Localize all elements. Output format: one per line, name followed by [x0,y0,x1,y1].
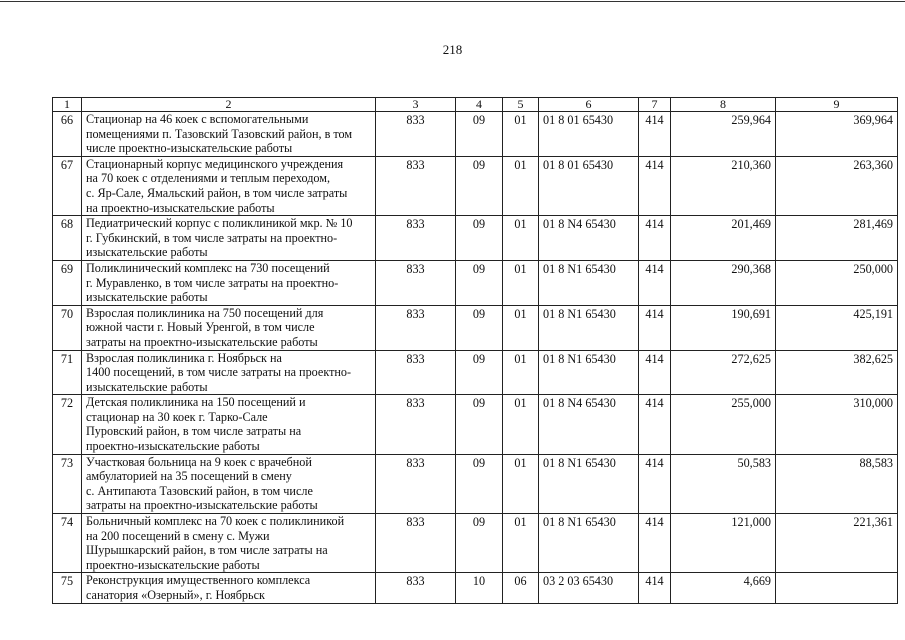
table-row [53,216,898,261]
amount-col8-value: 210,360 [731,157,771,172]
section-code-value: 10 [472,574,486,589]
target-article-code-value: 01 8 01 65430 [543,113,614,127]
section-code-value: 09 [472,157,486,172]
section-code [456,305,503,350]
expense-type-code-value: 414 [645,455,664,470]
table-row [53,112,898,157]
subsection-code [503,514,539,573]
target-article-code [539,260,639,305]
expense-type-code-value: 414 [645,157,664,172]
ministry-code-value: 833 [406,455,425,470]
expense-type-code [639,260,671,305]
object-description [82,305,376,350]
amount-col9-value: 221,361 [853,515,893,530]
description-line: стационар на 30 коек г. Тарко-Сале [86,409,268,424]
description-line: Стационарный корпус медицинского учреждения [86,156,344,171]
target-article-code-value: 01 8 N1 65430 [543,351,616,366]
row-number-value: 74 [60,515,74,530]
target-article-code-value: 01 8 01 65430 [543,157,614,172]
col-header: 8 [671,98,776,112]
expense-type-code-value: 414 [645,306,664,321]
row-number-value: 66 [60,113,74,127]
ministry-code [376,260,456,305]
section-code-value: 09 [472,515,486,530]
subsection-code [503,573,539,603]
budget-table [52,97,898,604]
page-number: 218 [442,42,463,57]
subsection-code [503,112,539,157]
subsection-code-value: 01 [514,306,527,321]
description-line: изыскательские работы [86,245,208,260]
expense-type-code [639,305,671,350]
description-line: проектно-изыскательские работы [86,557,260,572]
description-line: 1400 посещений, в том числе затраты на проектно- [86,365,352,380]
section-code [456,350,503,395]
target-article-code-value: 01 8 N1 65430 [543,455,616,470]
section-code-value: 09 [472,113,486,127]
description-line: амбулаторией на 35 посещений в смену [86,469,292,484]
section-code-value: 09 [472,306,486,321]
object-description [82,454,376,513]
description-line: на 200 посещений в смену с. Мужи [86,528,270,543]
object-description [82,573,376,603]
amount-col8 [671,514,776,573]
target-article-code-value: 01 8 N4 65430 [543,396,616,411]
col-header: 1 [53,98,82,112]
target-article-code [539,514,639,573]
row-number-value: 75 [60,574,74,589]
ministry-code-value: 833 [406,515,425,530]
top-rule [0,1,905,2]
subsection-code-value: 01 [514,261,527,276]
ministry-code [376,112,456,157]
amount-col9 [776,260,898,305]
description-line: Стационар на 46 коек с вспомогательными [86,112,309,126]
row-number [53,454,82,513]
expense-type-code [639,514,671,573]
description-line: затраты на проектно-изыскательские работы [86,498,318,513]
expense-type-code-value: 414 [645,261,664,276]
section-code [456,514,503,573]
description-line: затраты на проектно-изыскательские работы [86,334,318,349]
target-article-code-value: 01 8 N1 65430 [543,261,616,276]
row-number-value: 68 [60,217,74,232]
description-line: Педиатрический корпус с поликлиникой мкр. № 10 [86,216,353,231]
row-number-value: 73 [60,455,74,470]
amount-col9 [776,395,898,454]
ministry-code-value: 833 [406,306,425,321]
ministry-code [376,514,456,573]
amount-col9-value: 425,191 [853,306,893,321]
amount-col9-value [780,573,893,574]
row-number-value: 67 [60,157,74,172]
amount-col8 [671,454,776,513]
object-description [82,514,376,573]
row-number [53,260,82,305]
description-line: Реконструкция имущественного комплекса [86,573,311,588]
description-line: помещениями п. Тазовский Тазовский район, в том [86,126,353,141]
amount-col8 [671,573,776,603]
description-line: с. Яр-Сале, Ямальский район, в том числе затраты [86,185,348,200]
target-article-code [539,350,639,395]
row-number [53,156,82,215]
col-header: 5 [503,98,539,112]
object-description [82,112,376,157]
subsection-code [503,350,539,395]
description-line: Поликлинический комплекс на 730 посещений [86,260,330,275]
row-number-value: 70 [60,306,74,321]
expense-type-code [639,112,671,157]
target-article-code [539,112,639,157]
ministry-code [376,216,456,261]
col-header: 9 [776,98,898,112]
table-row [53,156,898,215]
table-row [53,395,898,454]
section-code-value: 09 [472,261,486,276]
amount-col8 [671,350,776,395]
amount-col8-value: 259,964 [731,113,771,127]
description-line: Больничный комплекс на 70 коек с поликлиникой [86,514,345,529]
expense-type-code-value: 414 [645,515,664,530]
subsection-code-value: 01 [514,217,527,232]
subsection-code [503,260,539,305]
ministry-code-value: 833 [406,351,425,366]
description-line: числе проектно-изыскательские работы [86,141,293,156]
section-code-value: 09 [472,396,486,411]
expense-type-code [639,350,671,395]
subsection-code [503,305,539,350]
ministry-code [376,395,456,454]
expense-type-code [639,454,671,513]
object-description [82,156,376,215]
row-number [53,350,82,395]
amount-col9-value: 310,000 [853,396,893,411]
description-line: изыскательские работы [86,290,208,305]
section-code-value: 09 [472,217,486,232]
expense-type-code-value: 414 [645,396,664,411]
ministry-code-value: 833 [406,157,425,172]
section-code-value: 09 [472,455,486,470]
row-number [53,305,82,350]
object-description [82,395,376,454]
subsection-code [503,395,539,454]
subsection-code [503,216,539,261]
target-article-code-value: 01 8 N4 65430 [543,217,616,232]
subsection-code-value: 01 [514,157,527,172]
description-line: Шурышкарский район, в том числе затраты на [86,543,328,558]
table-row [53,305,898,350]
amount-col8 [671,395,776,454]
ministry-code-value: 833 [406,113,425,127]
description-line: г. Губкинский, в том числе затраты на проектно- [86,230,338,245]
amount-col9 [776,454,898,513]
expense-type-code-value: 414 [645,574,664,589]
target-article-code-value: 03 2 03 65430 [543,574,614,589]
amount-col9-value: 281,469 [853,217,893,232]
amount-col8-value: 272,625 [731,351,771,366]
col-header: 3 [376,98,456,112]
description-line: на 70 коек с отделениями и теплым переходом, [86,171,331,186]
description-line: на проектно-изыскательские работы [86,200,275,215]
section-code [456,395,503,454]
amount-col8 [671,305,776,350]
amount-col9-value: 263,360 [853,157,893,172]
amount-col8 [671,156,776,215]
object-description [82,260,376,305]
col-header: 7 [639,98,671,112]
ministry-code [376,350,456,395]
expense-type-code-value: 414 [645,217,664,232]
amount-col9 [776,156,898,215]
ministry-code-value: 833 [406,574,425,589]
row-number-value: 71 [60,351,74,366]
section-code [456,112,503,157]
expense-type-code [639,395,671,454]
section-code [456,156,503,215]
ministry-code [376,573,456,603]
ministry-code-value: 833 [406,261,425,276]
row-number [53,112,82,157]
target-article-code-value: 01 8 N1 65430 [543,515,616,530]
expense-type-code [639,156,671,215]
target-article-code [539,573,639,603]
target-article-code [539,454,639,513]
description-line: Участковая больница на 9 коек с врачебной [86,454,312,469]
subsection-code-value: 01 [514,113,527,127]
subsection-code-value: 06 [514,574,527,589]
ministry-code [376,305,456,350]
amount-col8 [671,112,776,157]
table-row [53,514,898,573]
description-line: Пуровский район, в том числе затраты на [86,424,302,439]
amount-col9 [776,216,898,261]
header-row [53,98,898,112]
section-code [456,573,503,603]
expense-type-code-value: 414 [645,113,664,127]
description-line: с. Антипаюта Тазовский район, в том числе [86,483,313,498]
amount-col8-value: 290,368 [731,261,771,276]
description-line: Взрослая поликлиника на 750 посещений для [86,305,324,320]
amount-col9 [776,112,898,157]
amount-col9-value: 88,583 [859,455,893,470]
expense-type-code-value: 414 [645,351,664,366]
target-article-code [539,156,639,215]
row-number [53,514,82,573]
amount-col9-value: 250,000 [853,261,893,276]
section-code [456,260,503,305]
subsection-code [503,156,539,215]
row-number [53,573,82,603]
amount-col8-value: 190,691 [731,306,771,321]
subsection-code-value: 01 [514,351,527,366]
description-line: Взрослая поликлиника г. Ноябрьск на [86,350,282,365]
ministry-code-value: 833 [406,217,425,232]
object-description [82,216,376,261]
expense-type-code [639,216,671,261]
row-number [53,395,82,454]
amount-col8-value: 121,000 [731,515,771,530]
target-article-code [539,395,639,454]
amount-col9 [776,573,898,603]
section-code [456,454,503,513]
amount-col9-value: 369,964 [853,113,893,127]
amount-col8 [671,216,776,261]
description-line: южной части г. Новый Уренгой, в том числе [86,320,315,335]
table-row [53,260,898,305]
section-code [456,216,503,261]
amount-col9 [776,350,898,395]
ministry-code-value: 833 [406,396,425,411]
col-header: 4 [456,98,503,112]
section-code-value: 09 [472,351,486,366]
target-article-code [539,216,639,261]
amount-col9 [776,514,898,573]
subsection-code [503,454,539,513]
ministry-code [376,454,456,513]
description-line: проектно-изыскательские работы [86,439,260,454]
description-line: санатория «Озерный», г. Ноябрьск [86,588,265,602]
amount-col8 [671,260,776,305]
subsection-code-value: 01 [514,455,527,470]
expense-type-code [639,573,671,603]
object-description [82,350,376,395]
col-header: 6 [539,98,639,112]
table-row [53,350,898,395]
ministry-code [376,156,456,215]
row-number-value: 72 [60,396,74,411]
description-line: Детская поликлиника на 150 посещений и [86,395,306,410]
amount-col8-value: 50,583 [737,455,771,470]
subsection-code-value: 01 [514,396,527,411]
target-article-code [539,305,639,350]
amount-col8-value: 255,000 [731,396,771,411]
description-line: г. Муравленко, в том числе затраты на проектно- [86,275,339,290]
amount-col8-value: 201,469 [731,217,771,232]
amount-col9 [776,305,898,350]
amount-col9-value: 382,625 [853,351,893,366]
row-number [53,216,82,261]
subsection-code-value: 01 [514,515,527,530]
table-row [53,454,898,513]
description-line: изыскательские работы [86,379,208,394]
amount-col8-value: 4,669 [743,574,771,589]
table-row [53,573,898,603]
row-number-value: 69 [60,261,74,276]
target-article-code-value: 01 8 N1 65430 [543,306,616,321]
col-header: 2 [82,98,376,112]
